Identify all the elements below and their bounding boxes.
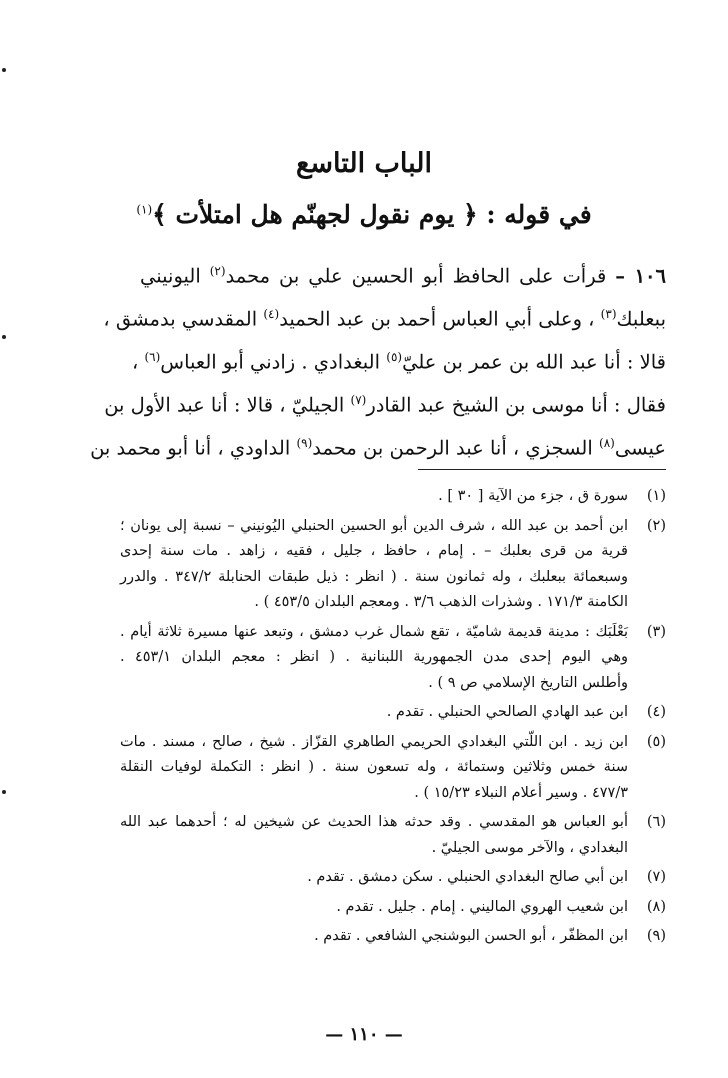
footnote-line: ابن شعيب الهروي الماليني . إمام . جليل . تقدم . xyxy=(336,898,628,915)
footnote-line: ابن المظفّر ، أبو الحسن البوشنجي الشافعي . تقدم . xyxy=(314,928,628,944)
page-number: — ١١٠ — xyxy=(325,1024,403,1045)
footnote xyxy=(120,514,666,616)
margin-mark xyxy=(2,790,6,794)
footnote-ref: (٣) xyxy=(600,307,617,321)
footnote-ref: (٩) xyxy=(296,436,313,450)
footnote-line: سورة ق ، جزء من الآية [ ٣٠ ] . xyxy=(438,488,628,504)
footnote-line: ابن أحمد بن عبد الله ، شرف الدين أبو الحسين الحنبلي اليُونيني – نسبة إلى يونان ؛ xyxy=(120,517,628,534)
footnote-number: (٧) xyxy=(646,869,666,885)
footnote-line: وسبعمائة ببعلبك ، وله ثمانون سنة . ( انظر : ذيل طبقات الحنابلة ٣٤٧/٢ . والدرر xyxy=(120,568,628,585)
subtitle-text: في قوله : ﴿ يوم نقول لجهنّم هل امتلأت ﴾ xyxy=(152,200,592,229)
footnote-ref: (٢) xyxy=(209,264,226,278)
footnote-line: وهي اليوم إحدى مدن الجمهورية اللبنانية . ( انظر : معجم البلدان ٤٥٣/١ . xyxy=(120,649,628,665)
footnote-number: (٥) xyxy=(646,733,666,750)
footnote-ref: (١) xyxy=(136,202,153,217)
footnotes xyxy=(120,484,666,954)
footnote-number: (٨) xyxy=(646,898,666,915)
chapter-title: الباب التاسع xyxy=(295,148,432,179)
footnote-number: (٩) xyxy=(646,928,666,944)
main-line: عيسى$^{(٨)}$ السجزي ، أنا عبد الرحمن بن محمد$^{(٩)}$ الداودي ، أنا أبو محمد بن xyxy=(90,436,666,460)
footnote xyxy=(120,865,666,891)
footnote-number: (١) xyxy=(646,488,666,504)
footnote-ref: (٤) xyxy=(263,307,280,321)
footnote-ref: (٥) xyxy=(386,350,403,364)
footnote-line: بَعْلَبَك : مدينة قديمة شاميّة ، تقع شمال غرب دمشق ، وتبعد عنها مسيرة ثلاثة أيام . xyxy=(120,623,628,640)
footnote-line: ابن أبي صالح البغدادي الحنبلي . سكن دمشق . تقدم . xyxy=(307,869,628,885)
footnote-ref: (٦) xyxy=(144,350,161,364)
footnote-line: ابن زيد . ابن اللّتي البغدادي الحريمي الطاهري القزّاز . شيخ ، صالح ، مسند . مات xyxy=(120,733,628,750)
footnote-separator xyxy=(418,469,666,470)
footnote-ref: (٧) xyxy=(350,393,367,407)
footnote-line: قرية من قرى بعلبك – . إمام ، حافظ ، جليل ، فقيه ، زاهد . مات سنة إحدى xyxy=(120,543,628,559)
footnote xyxy=(120,700,666,726)
main-line: ١٠٦ – قرأت على الحافظ أبو الحسين علي بن محمد$^{(٢)}$ اليونيني xyxy=(140,264,666,288)
footnote-number: (٣) xyxy=(646,623,666,640)
footnote xyxy=(120,730,666,807)
footnote-number: (٤) xyxy=(646,704,666,720)
footnote xyxy=(120,484,666,510)
footnote-line: وأطلس التاريخ الإسلامي ص ٩ ) . xyxy=(428,674,628,691)
footnote xyxy=(120,895,666,921)
margin-mark xyxy=(2,68,6,72)
main-line: فقال : أنا موسى بن الشيخ عبد القادر$^{(٧)}$ الجيليّ ، قالا : أنا عبد الأول بن xyxy=(104,393,666,417)
footnote-line: البغدادي ، والآخر موسى الجيليّ . xyxy=(431,839,628,856)
footnote xyxy=(120,810,666,861)
main-line: ببعلبك$^{(٣)}$ ، وعلى أبي العباس أحمد بن عبد الحميد$^{(٤)}$ المقدسي بدمشق ، xyxy=(103,307,666,331)
footnote-line: ٤٧٧/٣ . وسير أعلام النبلاء ١٥/٢٣ ) . xyxy=(414,784,628,801)
footnote-number: (٢) xyxy=(646,517,666,534)
footnote-number: (٦) xyxy=(646,814,666,830)
footnote xyxy=(120,924,666,950)
footnote-line: الكامنة ١٧١/٣ . وشذرات الذهب ٣/٦ . ومعجم البلدان ٤٥٣/٥ ) . xyxy=(254,594,628,610)
margin-mark xyxy=(2,335,6,339)
main-line: قالا : أنا عبد الله بن عمر بن عليّ$^{(٥)}$ البغدادي . زادني أبو العباس$^{(٦)}$ ، xyxy=(131,350,666,374)
section-subtitle xyxy=(0,200,728,229)
footnote-line: أبو العباس هو المقدسي . وقد حدثه هذا الحديث عن شيخين له ؛ أحدهما عبد الله xyxy=(120,814,628,830)
footnote-line: سنة خمس وثلاثين وستمائة ، وله تسعون سنة . ( انظر : التكملة لوفيات النقلة xyxy=(120,759,628,775)
main-text xyxy=(90,250,666,465)
hadith-number: ١٠٦ – xyxy=(615,264,666,288)
footnote xyxy=(120,620,666,697)
footnote-line: ابن عبد الهادي الصالحي الحنبلي . تقدم . xyxy=(386,704,628,720)
footnote-ref: (٨) xyxy=(599,436,615,450)
